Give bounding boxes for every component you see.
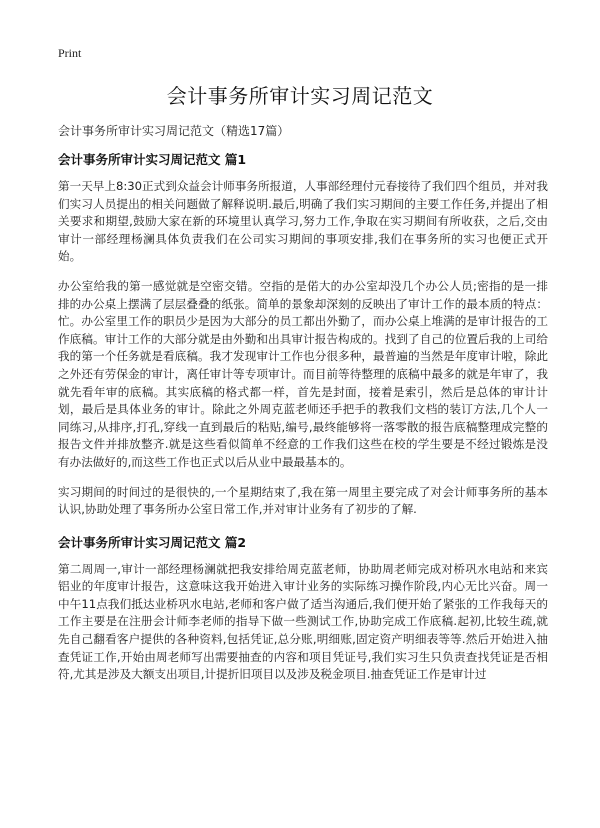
paragraph: 第一天早上8:30正式到众益会计师事务所报道，人事部经理付元春接待了我们四个组员，并对我们实习人员提出的相关问题做了解释说明.最后,明确了我们实习期间的主要工作任务,并提出了相关要求和期望,鼓励大家在新的环境里认真学习,努力工作,争取在实习期间有所收获，之后,交由审计一部经理杨澜具体负责我们在公司实习期间的事项安排,我们在事务所的实习也便正式开始。 [58, 179, 548, 264]
section-2 [58, 533, 548, 684]
document-subtitle: 会计事务所审计实习周记范文（精选17篇） [58, 124, 290, 138]
document-body [58, 150, 548, 696]
paragraph: 第二周周一,审计一部经理杨澜就把我安排给周克蓝老师，协助周老师完成对桥巩水电站和来宾铝业的年度审计报告，这意味这我开始进入审计业务的实际练习操作阶段,内心无比兴奋。周一中午11点我们抵达业桥巩水电站,老师和客户做了适当沟通后,我们便开始了紧张的工作我每天的工作主要是在注册会计师李老师的指导下做一些测试工作,协助完成工作底稿.起初,比较生疏,就先自己翻看客户提供的各种资料,包括凭证,总分账,明细账,固定资产明细表等等.然后开始进入抽查凭证工作,开始由周老师写出需要抽查的内容和项目凭证号,我们实习生只负责查找凭证是否相符,尤其是涉及大额支出项目,计提折旧项目以及涉及税金项目.抽查凭证工作是审计过 [58, 561, 548, 682]
section-1 [58, 150, 548, 519]
section-heading: 会计事务所审计实习周记范文 篇2 [58, 534, 247, 550]
paragraph: 办公室给我的第一感觉就是空密交错。空指的是偌大的办公室却没几个办公人员;密指的是一排排的办公桌上摆满了层层叠叠的纸张。简单的景象却深刻的反映出了审计工作的最本质的特点：忙。办公室里工作的职员少是因为大部分的员工都出外勤了，而办公桌上堆满的是审计报告的工作底稿。审计工作的大部分就是由外勤和出具审计报告构成的。找到了自己的位置后我的上司给我的第一个任务就是看底稿。我才发现审计工作也分很多种，最普遍的当然是年度审计啦，除此之外还有劳保金的审计，离任审计等专项审计。而目前等待整理的底稿中最多的就是年审了，我就先看年审的底稿。其实底稿的格式都一样，首先是封面，接着是索引，然后是总体的审计计划，最后是具体业务的审计。除此之外周克蓝老师还手把手的教我们文档的装订方法,几个人一同练习,从排序,打孔,穿线一直到最后的粘贴,编号,最终能够将一落零散的报告底稿整理成完整的报告文件并排放整齐.就是这些看似简单不经意的工作我们这些在校的学生要是不经过锻炼是没有办法做好的,而这些工作也正式以后从业中最最基本的。 [58, 278, 548, 469]
print-link[interactable]: Print [58, 46, 82, 60]
paragraph: 实习期间的时间过的是很快的,一个星期结束了,我在第一周里主要完成了对会计师事务所的基本认识,协助处理了事务所办公室日常工作,并对审计业务有了初步的了解. [58, 484, 548, 517]
document-title: 会计事务所审计实习周记范文 [166, 84, 434, 108]
section-heading: 会计事务所审计实习周记范文 篇1 [58, 152, 247, 167]
